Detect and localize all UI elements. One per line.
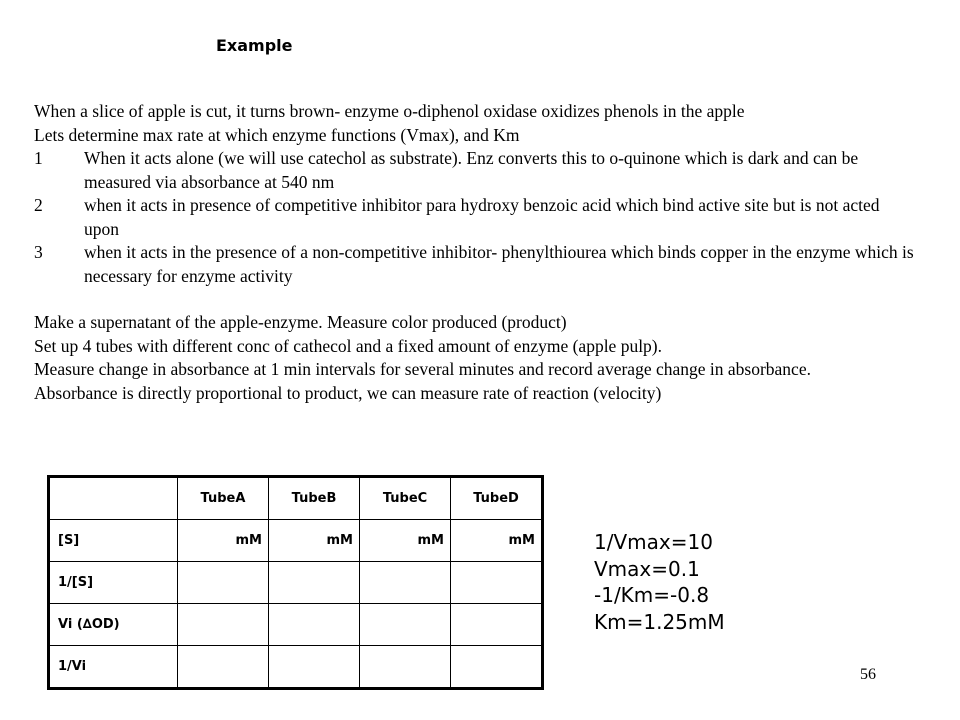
table-cell: mM [360,520,451,562]
result-line: Km=1.25mM [594,609,725,634]
result-line: Vmax=0.1 [594,556,700,581]
table-cell [360,562,451,604]
paragraph-supernatant: Make a supernatant of the apple-enzyme. Measure color produced (product) [34,312,567,332]
paragraph-absorbance: Absorbance is directly proportional to product, we can measure rate of reaction (velocity) [34,382,662,403]
table-header-cell: TubeC [360,477,451,520]
list-item-number: 3 [34,242,43,262]
table-cell [451,562,543,604]
table-cell [269,562,360,604]
table-cell [360,604,451,646]
data-table [47,475,544,690]
list-item-number: 2 [34,195,43,215]
slide-title: Example [216,36,293,55]
table-cell [451,646,543,689]
table-header-cell: TubeA [178,477,269,520]
table-cell [360,646,451,689]
table-header-cell [49,477,178,520]
row-label: 1/[S] [49,562,178,604]
paragraph-intro: When a slice of apple is cut, it turns brown- enzyme o-diphenol oxidase oxidizes phenols in the apple [34,101,745,121]
list-item-number: 1 [34,148,43,168]
table-header-cell: TubeD [451,477,543,520]
row-label: [S] [49,520,178,562]
table-row [49,646,543,689]
list-item [34,194,914,241]
table-cell: mM [269,520,360,562]
page-number: 56 [860,666,876,683]
table-cell [178,604,269,646]
paragraph-setup: Set up 4 tubes with different conc of cathecol and a fixed amount of enzyme (apple pulp). [34,335,663,356]
table-cell [451,604,543,646]
table-row [49,562,543,604]
table-cell [269,604,360,646]
table-cell [269,646,360,689]
table-header-row [49,477,543,520]
table-cell [178,562,269,604]
paragraph-measure: Measure change in absorbance at 1 min intervals for several minutes and record average change in absorbance. [34,359,811,379]
table-row [49,604,543,646]
row-label: 1/Vi [49,646,178,689]
table-cell: mM [451,520,543,562]
list-item [34,147,914,194]
list-item-text: when it acts in the presence of a non-competitive inhibitor- phenylthiourea which binds copper in the enzyme which is necessary for enzyme activity [84,242,914,286]
row-label: Vi (∆OD) [49,604,178,646]
paragraph-goal: Lets determine max rate at which enzyme functions (Vmax), and Km [34,124,520,145]
list-item-text: when it acts in presence of competitive inhibitor para hydroxy benzoic acid which bind active site but is not acted upon [84,195,880,239]
table-cell [178,646,269,689]
results-block [594,529,725,635]
table-row [49,520,543,562]
table-cell: mM [178,520,269,562]
result-line: -1/Km=-0.8 [594,583,710,607]
list-item [34,241,914,288]
body-text [34,100,914,405]
result-line: 1/Vmax=10 [594,530,713,554]
table-header-cell: TubeB [269,477,360,520]
spacer [34,288,914,311]
list-item-text: When it acts alone (we will use catechol as substrate). Enz converts this to o-quinone which is dark and can be measured via absorbance at 540 nm [84,148,859,192]
